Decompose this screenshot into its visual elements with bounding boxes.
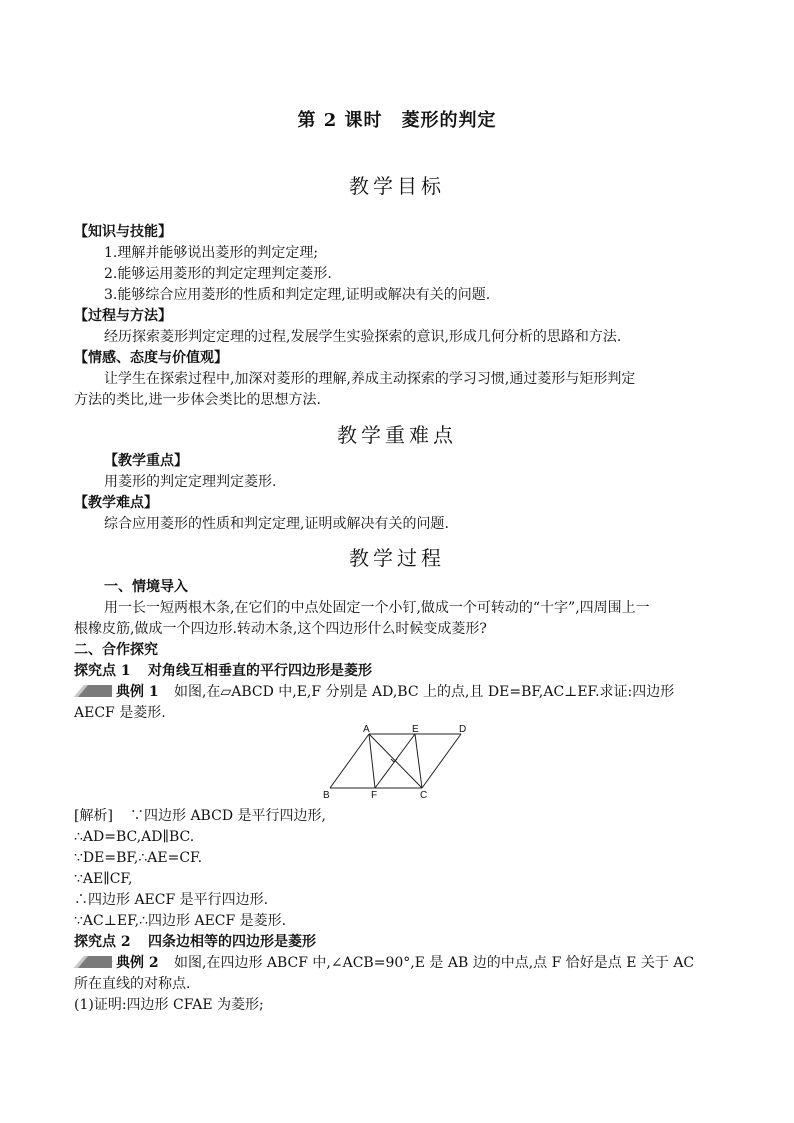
- solution-label: [解析]: [74, 808, 113, 824]
- solution-line-5: ∴四边形 AECF 是平行四边形.: [74, 892, 269, 908]
- figure-label-f: F: [371, 790, 378, 800]
- key-point-heading: 【教学重点】: [104, 453, 188, 469]
- figure-label-a: A: [363, 724, 370, 735]
- section-heading-key-points: 教学重难点: [337, 423, 457, 447]
- explore-point-1-label: 探究点 1: [74, 663, 131, 679]
- figure-label-c: C: [420, 790, 428, 800]
- intro-line-2: 根橡皮筋,做成一个四边形.转动木条,这个四边形什么时候变成菱形?: [74, 621, 487, 637]
- explore-point-1-title: 对角线互相垂直的平行四边形是菱形: [148, 663, 372, 679]
- example-banner-icon: [74, 956, 112, 968]
- intro-line-1: 用一长一短两根木条,在它们的中点处固定一个小钉,做成一个可转动的“十字”,四周围上一: [104, 600, 650, 616]
- goal-emotion-line-1: 让学生在探索过程中,加深对菱形的理解,养成主动探索的学习习惯,通过菱形与矩形判定: [104, 371, 636, 387]
- goal-process-1: 经历探索菱形判定定理的过程,发展学生实验探索的意识,形成几何分析的思路和方法.: [104, 329, 622, 345]
- example-2-line-2: 所在直线的对称点.: [74, 976, 191, 992]
- solution-line-3: ∵DE=BF,∴AE=CF.: [74, 850, 203, 866]
- explore-point-2-label: 探究点 2: [74, 934, 131, 950]
- solution-line-6: ∵AC⊥EF,∴四边形 AECF 是菱形.: [74, 913, 287, 929]
- goal-knowledge-3: 3.能够综合应用菱形的性质和判定定理,证明或解决有关的问题.: [104, 287, 491, 303]
- intro-heading: 一、情境导入: [104, 579, 188, 595]
- example-1-line-1: 如图,在▱ABCD 中,E,F 分别是 AD,BC 上的点,且 DE=BF,AC⊥EF.求证:四边形: [174, 684, 675, 700]
- solution-line-1: ∵四边形 ABCD 是平行四边形,: [130, 808, 326, 824]
- solution-line-4: ∵AE∥CF,: [74, 871, 133, 887]
- difficulty-text: 综合应用菱形的性质和判定定理,证明或解决有关的问题.: [104, 516, 449, 532]
- goal-emotion-line-2: 方法的类比,进一步体会类比的思想方法.: [74, 392, 321, 408]
- figure-label-d: D: [459, 724, 467, 735]
- example-banner-icon: [74, 685, 112, 697]
- emotion-heading: 【情感、态度与价值观】: [74, 350, 228, 366]
- knowledge-heading: 【知识与技能】: [74, 224, 172, 240]
- process-method-heading: 【过程与方法】: [74, 308, 172, 324]
- explore-point-2-title: 四条边相等的四边形是菱形: [148, 934, 316, 950]
- section-heading-goals: 教学目标: [349, 174, 445, 198]
- goal-knowledge-2: 2.能够运用菱形的判定定理判定菱形.: [104, 266, 332, 282]
- example-2-line-1: 如图,在四边形 ABCF 中,∠ACB=90°,E 是 AB 边的中点,点 F 恰好是点 E 关于 AC: [174, 955, 695, 971]
- difficulty-heading: 【教学难点】: [74, 495, 158, 511]
- cooperative-heading: 二、合作探究: [74, 642, 158, 658]
- figure-label-b: B: [323, 790, 330, 800]
- goal-knowledge-1: 1.理解并能够说出菱形的判定定理;: [104, 245, 319, 261]
- section-heading-process: 教学过程: [349, 546, 445, 570]
- key-point-text: 用菱形的判定定理判定菱形.: [104, 474, 277, 490]
- parallelogram-figure: [320, 722, 480, 800]
- solution-line-2: ∴AD=BC,AD∥BC.: [74, 829, 195, 845]
- page-title: 第 2 课时 菱形的判定: [297, 110, 497, 131]
- example-2-line-3: (1)证明:四边形 CFAE 为菱形;: [74, 997, 264, 1013]
- example-2-label: 典例 2: [116, 955, 159, 971]
- example-1-line-2: AECF 是菱形.: [74, 705, 166, 721]
- example-1-label: 典例 1: [116, 684, 159, 700]
- figure-label-e: E: [412, 724, 419, 735]
